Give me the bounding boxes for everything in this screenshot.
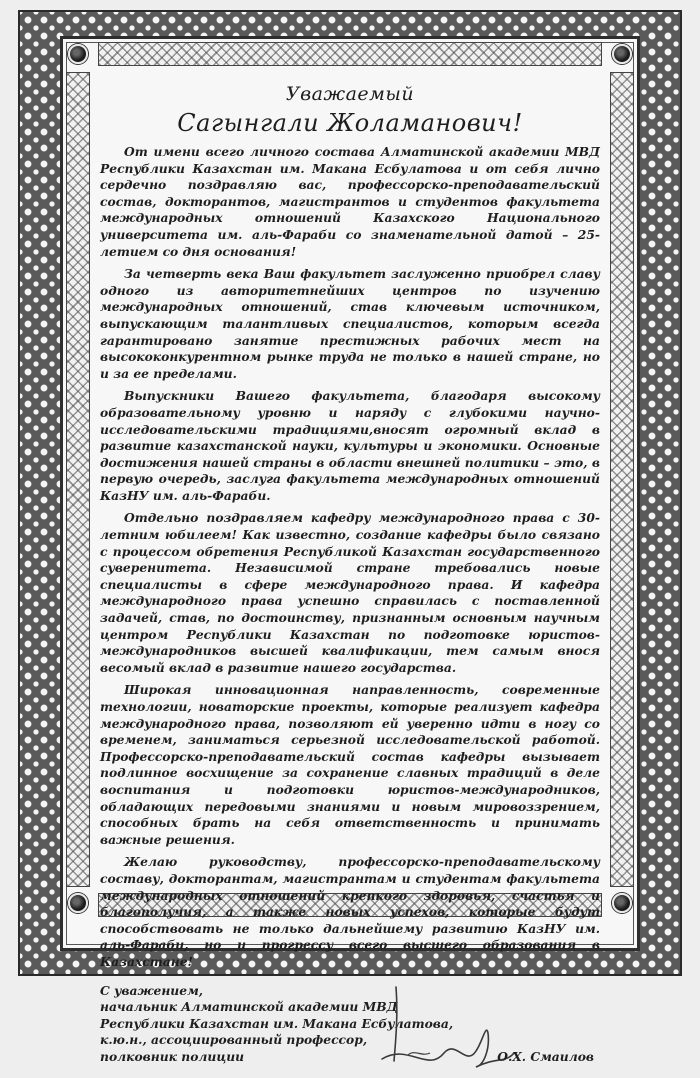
corner-ornament-bottom-right xyxy=(612,893,632,913)
letter-content xyxy=(100,74,600,1064)
signer-name: О.Х. Смаилов xyxy=(497,1048,594,1064)
letter-body xyxy=(100,144,600,971)
corner-ornament-bottom-left xyxy=(68,893,88,913)
paragraph-6: Желаю руководству, профессорско-преподавательскому составу, докторантам, магистрантам и студентам факультета международных отношений крепкого здоровья, счастья и благополучия, а также новых успехов, которые будут способствовать не только дальнейшему развитию КазНУ им. аль-Фараби, но и прогрессу всего высшего образования в Казахстане! xyxy=(100,854,600,969)
ornament-band-right xyxy=(610,72,634,887)
closing-regards: С уважением, xyxy=(100,982,204,998)
paragraph-2: За четверть века Ваш факультет заслуженно приобрел славу одного из авторитетнейших центров по изучению международных отношений, став ключевым источником, выпускающим талантливых специалистов, которым всегда гарантировано занятие престижных рабочих мест на высококонкурентном рынке труда не только в нашей стране, но и за ее пределами. xyxy=(100,266,600,381)
signer-rank: полковник полиции xyxy=(100,1048,245,1064)
greeting: Уважаемый xyxy=(285,83,415,105)
signer-credentials: к.ю.н., ассоциированный профессор, xyxy=(100,1032,368,1048)
paragraph-5: Широкая инновационная направленность, современные технологии, новаторские проекты, которые реализует кафедра международного права, позволяют ей уверенно идти в ногу со временем, заниматься серьезной исследовательской работой. Профессорско-преподавательский состав кафедры вызывает подлинное восхищение за сохранение славных традиций в деле воспитания и подготовки юристов-международников, обладающих передовыми знаниями и новым мировоззрением, способных брать на себя ответственность и принимать важные решения. xyxy=(100,682,600,847)
corner-ornament-top-left xyxy=(68,44,88,64)
addressee: Сагынгали Жоламанович! xyxy=(177,109,523,137)
signature-block xyxy=(100,983,600,1073)
corner-ornament-top-right xyxy=(612,44,632,64)
ornament-band-left xyxy=(66,72,90,887)
signer-position-line-1: начальник Алматинской академии МВД xyxy=(100,999,398,1015)
paragraph-3: Выпускники Вашего факультета, благодаря высокому образовательному уровню и наряду с глубокими научно-исследовательскими традициями,вносят огромный вклад в развитие казахстанской науки, культуры и экономики. Основные достижения нашей страны в области внешней политики – это, в первую очередь, заслуга факультета международных отношений КазНУ им. аль-Фараби. xyxy=(100,388,600,503)
paragraph-1: От имени всего личного состава Алматинской академии МВД Республики Казахстан им. Макана Есбулатова и от себя лично сердечно поздравляю вас, профессорско-преподавательский состав, докторантов, магистрантов и студентов факультета международных отношений Казахского Национального университета им. аль-Фараби со знаменательной датой – 25-летием со дня основания! xyxy=(100,144,600,259)
signer-position-line-2: Республики Казахстан им. Макана Есбулатова, xyxy=(100,1015,454,1031)
paragraph-4: Отдельно поздравляем кафедру международного права с 30-летним юбилеем! Как известно, создание кафедры было связано с процессом обретения Республикой Казахстан государственного суверенитета. Независимой стране требовались новые специалисты в сфере международного права. И кафедра международного права успешно справилась с поставленной задачей, став, по достоинству, признанным основным научным центром Республики Казахстан по подготовке юристов-международников высшей квалификации, тем самым внося весомый вклад в развитие нашего государства. xyxy=(100,510,600,675)
ornament-band-top xyxy=(98,42,602,66)
